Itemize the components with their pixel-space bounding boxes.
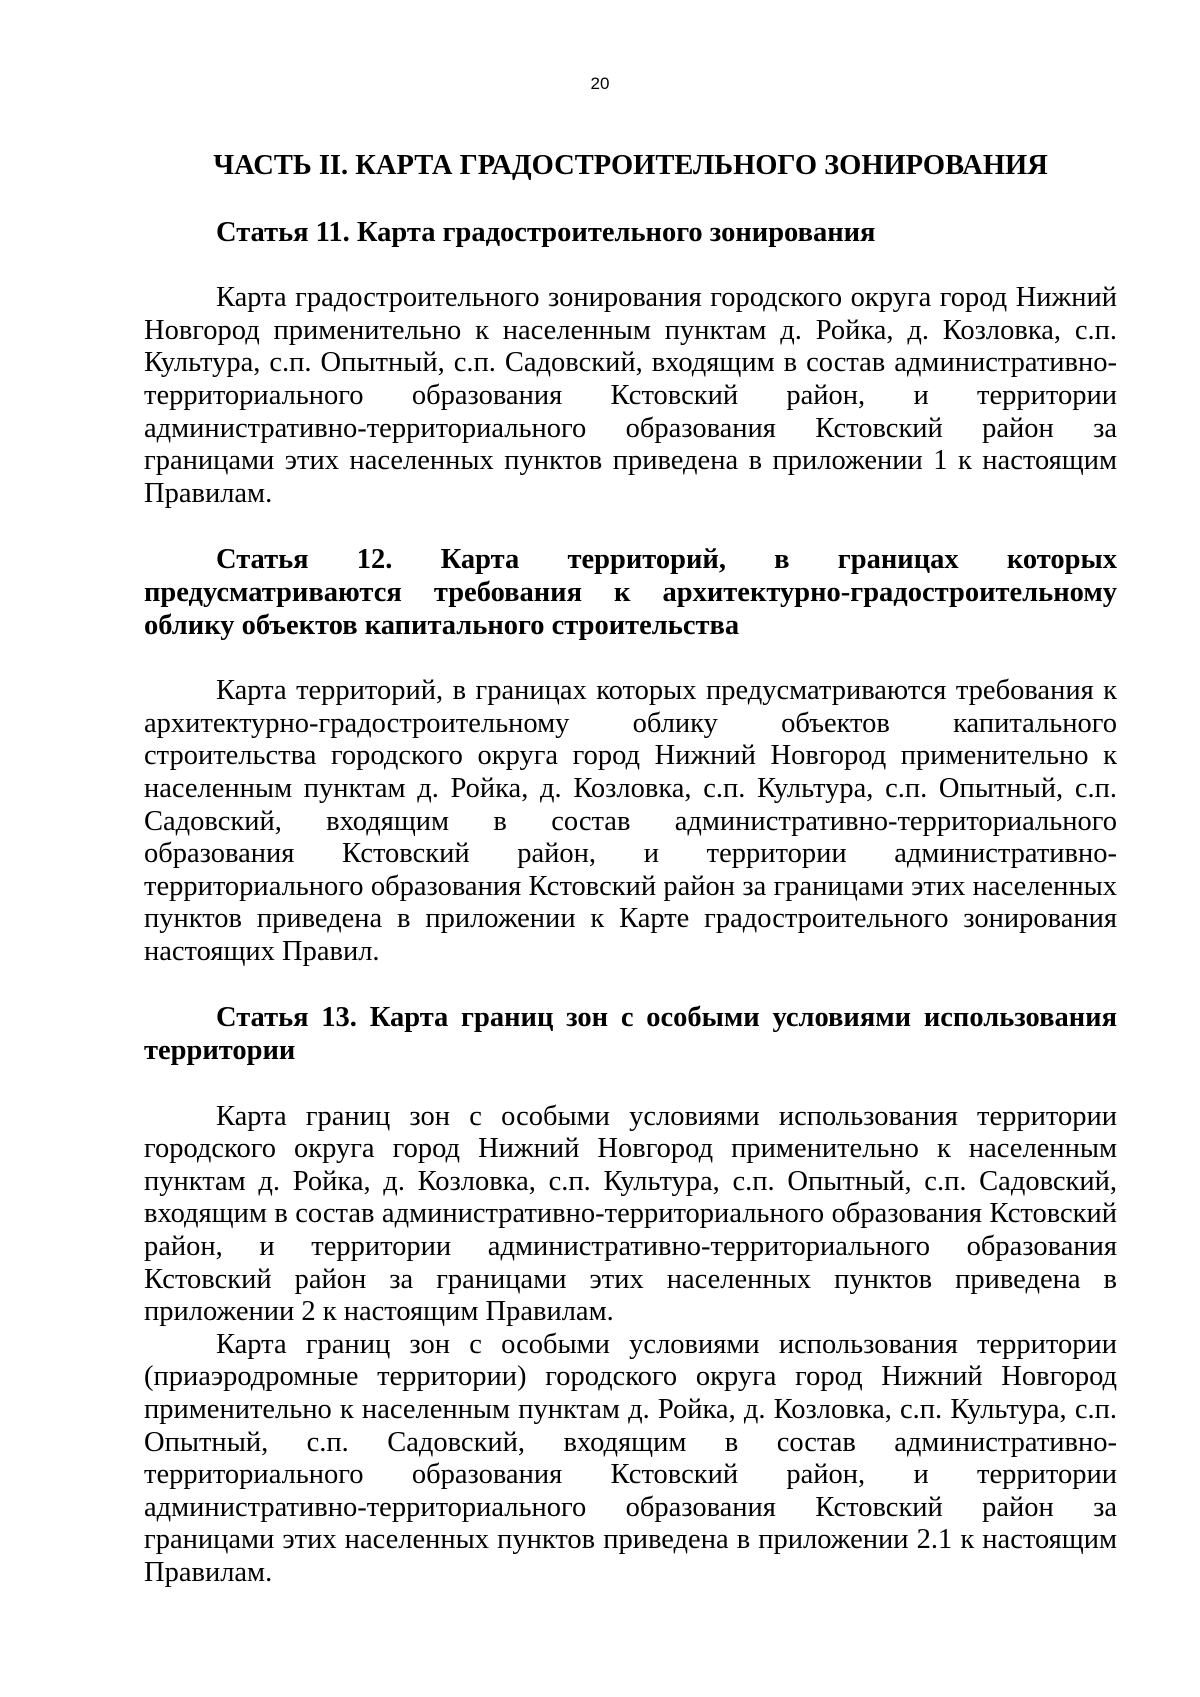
article-13: [144, 1002, 1117, 1589]
article-11: [144, 217, 1117, 511]
article-paragraph: Карта территорий, в границах которых предусматриваются требования к архитектурно-градостроительному облику объектов капитального строительства городского округа город Нижний Новгород применительно к населенным пунктам д. Ройка, д. Козловка, с.п. Культура, с.п. Опытный, с.п. Садовский, входящим в состав административно-территориального образования Кстовский район, и территории административно-территориального образования Кстовский район за границами этих населенных пунктов приведена в приложении к Карте градостроительного зонирования настоящих Правил.: [144, 675, 1117, 967]
part-title: ЧАСТЬ II. КАРТА ГРАДОСТРОИТЕЛЬНОГО ЗОНИРОВАНИЯ: [213, 150, 1048, 181]
section-spacer: [144, 968, 1117, 1002]
page-number: 20: [590, 74, 610, 93]
article-paragraph: Карта границ зон с особыми условиями использования территории (приаэродромные территории) городского округа город Нижний Новгород применительно к населенным пунктам д. Ройка, д. Козловка, с.п. Культура, с.п. Опытный, с.п. Садовский, входящим в состав административно-территориального образования Кстовский район, и территории административно-территориального образования Кстовский район за границами этих населенных пунктов приведена в приложении 2.1 к настоящим Правилам.: [144, 1328, 1117, 1588]
article-paragraph: Карта градостроительного зонирования городского округа город Нижний Новгород применительно к населенным пунктам д. Ройка, д. Козловка, с.п. Культура, с.п. Опытный, с.п. Садовский, входящим в состав административно-территориального образования Кстовский район, и территории административно-территориального образования Кстовский район за границами этих населенных пунктов приведена в приложении 1 к настоящим Правилам.: [144, 282, 1117, 509]
article-heading: Статья 11. Карта градостроительного зонирования: [216, 216, 876, 248]
article-12: [144, 544, 1117, 968]
article-heading: Статья 13. Карта границ зон с особыми условиями использования территории: [144, 1002, 1117, 1067]
document-body: [144, 150, 1117, 1590]
section-spacer: [144, 510, 1117, 544]
article-heading: Статья 12. Карта территорий, в границах которых предусматриваются требования к архитектурно-градостроительному облику объектов капитального строительства: [144, 544, 1117, 641]
article-paragraph: Карта границ зон с особыми условиями использования территории городского округа город Нижний Новгород применительно к населенным пунктам д. Ройка, д. Козловка, с.п. Культура, с.п. Опытный, с.п. Садовский, входящим в состав административно-территориального образования Кстовский район, и территории административно-территориального образования Кстовский район за границами этих населенных пунктов приведена в приложении 2 к настоящим Правилам.: [144, 1100, 1117, 1328]
